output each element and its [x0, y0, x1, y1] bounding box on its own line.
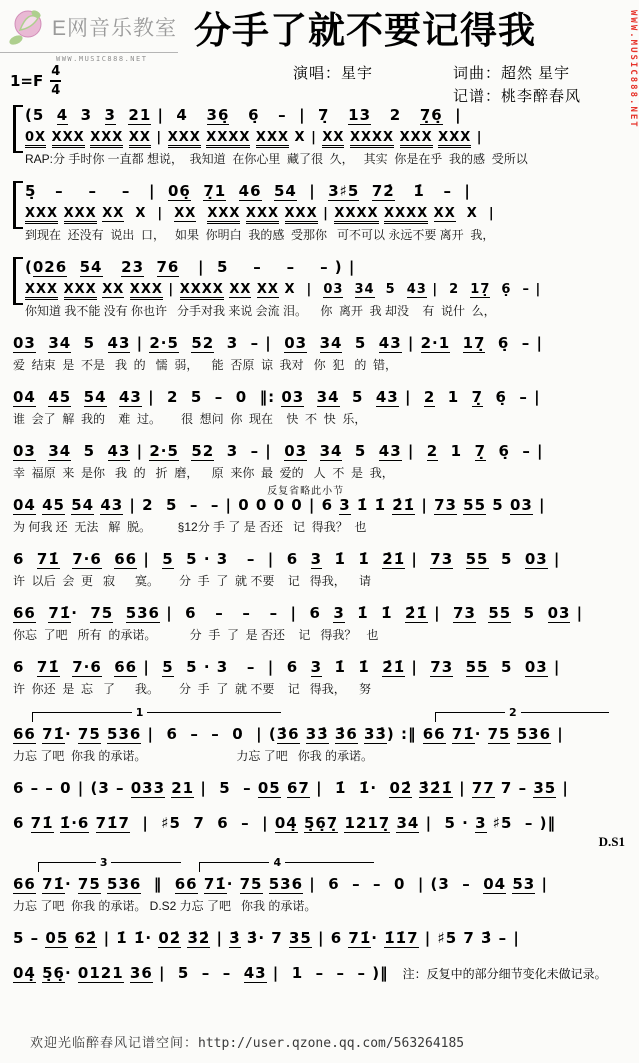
repeat-annotation: 反复省略此小节 [267, 486, 345, 497]
notes-row: 03 34 5 43 | 2·5 52 3 – | 03 34 5 43 | 2·1 17̣ 6̣ – | [13, 334, 544, 352]
flower-logo-icon [6, 6, 48, 48]
rhythm-row: XXX XXX XX XXX | XXXX XX XX X | 03 34 5 43 | 2 17̣ 6̣ – | [25, 280, 633, 300]
time-bottom: 4 [51, 82, 61, 98]
score-line [13, 927, 633, 949]
score-line [13, 777, 633, 799]
logo [6, 6, 177, 48]
ds1-label: D.S1 [598, 834, 625, 849]
lyrics-row: 到现在 还没有 说出 口， 如果 你明白 我的感 受那你 可不可以 永远不要 离开 我， [25, 228, 495, 242]
notes-row: 66 71̇· 75 536 | 6 – – – | 6 3 1̇ 1̇ 2̇1̇ | 73 55 5 03 | [13, 604, 584, 622]
volta-number: 2 [505, 706, 521, 719]
score-remark: 注：反复中的部分细节变化未做记录。 [402, 967, 607, 981]
score-line [13, 602, 633, 643]
notes-row: 66 71̇· 75 536 | 6 – – 0 | (3̇6 33̇ 3̇6 33̇) :‖ 66 71̇· 75 536 | [13, 725, 564, 743]
score-line [13, 656, 633, 697]
notes-row: 6 – – 0 | (3 – 033 21 | 5 – 05 67 | 1̇ 1̇· 02̇ 3̇2̇1̇ | 77 7 – 35 | [13, 779, 569, 797]
page-title: 分手了就不要记得我 [194, 11, 536, 52]
notes-row: 5̣ – – – | 06̣ 7̣1 46 54 | 3♯5 72̇ 1̇ – | [25, 182, 471, 200]
score-line [13, 706, 633, 764]
score-line [13, 332, 633, 373]
score-line [13, 104, 633, 167]
notes-row: (026 54 23 76 | 5 – – – ) | [25, 258, 356, 276]
volta-bracket [32, 706, 281, 722]
logo-site-url: WWW.MUSIC888.NET [56, 55, 148, 63]
volta-number: 1 [132, 706, 148, 719]
credit-notation: 记谱：桃李醉春风 [453, 88, 582, 105]
logo-divider [0, 52, 178, 53]
rhythm-row: 0X XXX XXX XX | XXX XXXX XXX X | XX XXXX XXX XXX | [25, 128, 633, 148]
lyrics-row: 力忘 了吧 你我 的承诺。 D.S2 力忘 了吧 你我 的承诺。 [13, 899, 317, 913]
credit-composer: 词曲：超然 星宇 [453, 65, 571, 82]
lyrics-row: 许 你还 是 忘 了 我。 分 手 了 就 不要 记 得我， 努 [13, 682, 372, 696]
lyrics-row: 许 以后 会 更 寂 寞。 分 手 了 就 不要 记 得我， 请 [13, 574, 372, 588]
time-signature [50, 64, 61, 98]
footer-url[interactable]: http://user.qzone.qq.com/563264185 [198, 1036, 465, 1051]
lyrics-row: 爱 结束 是 不是 我 的 懦 弱， 能 否原 谅 我对 你 犯 的 错， [13, 358, 398, 372]
notes-row: 5 – 05 62̇ | 1̇ 1̇· 02̇ 3̇2̇ | 3̇ 3̇· 7 35 | 6 71̇· 1̇1̇7 | ♯5 7 3̇ – | [13, 929, 520, 947]
volta-row [13, 706, 633, 722]
score [0, 104, 639, 997]
lyrics-row: RAP:分 手时你 一直都 想说， 我知道 在你心里 藏了很 久， 其实 你是在乎 我的感 受所以 [25, 152, 528, 166]
system-brace [13, 105, 23, 153]
volta-number: 3 [96, 856, 112, 869]
system-brace [13, 181, 23, 229]
credit-singer: 演唱：星宇 [293, 65, 374, 82]
volta-bracket [38, 856, 182, 872]
volta-bracket [435, 706, 610, 722]
lyrics-row: 你知道 我不能 没有 你也许 分手对我 来说 会流 泪。 你 离开 我 却没 有 说什 么， [25, 304, 496, 318]
time-top: 4 [51, 64, 61, 79]
lyrics-row: 幸 福原 来 是你 我 的 折 磨， 原 来你 最 爱的 人 不 是 我， [13, 466, 394, 480]
logo-text: E网音乐教室 [52, 17, 178, 40]
footer-text: 欢迎光临醉春风记谱空间： [30, 1035, 199, 1050]
score-line [13, 440, 633, 481]
notes-row: 03 34 5 43 | 2·5 52 3 – | 03 34 5 43 | 2 1 7̣ 6̣ – | [13, 442, 544, 460]
score-line [13, 180, 633, 243]
score-line [13, 962, 633, 984]
notes-row: 04 45 54 43 | 2 5 – 0 ‖: 03 34 5 43 | 2 1 7̣ 6̣ – | [13, 388, 541, 406]
score-line [13, 256, 633, 319]
volta-number: 4 [269, 856, 285, 869]
lyrics-row: 力忘 了吧 你我 的承诺。 力忘 了吧 你我 的承诺。 [13, 749, 374, 763]
system-brace [13, 257, 23, 305]
key-signature [10, 64, 61, 98]
score-line [13, 486, 633, 535]
lyrics-row: 你忘 了吧 所有 的承诺。 分 手 了 是 否还 记 得我？ 也 [13, 628, 379, 642]
rhythm-row: XXX XXX XX X | XX XXX XXX XXX | XXXX XXXX XX X | [25, 204, 633, 224]
vertical-watermark: WWW.MUSIC888.NET [628, 10, 638, 129]
key-value: 1=F [10, 71, 44, 90]
time-divider [50, 80, 61, 82]
notes-row: 6 71̇ 7·6 66 | 5 5 · 3 – | 6 3 1̇ 1̇ 2̇1̇ | 73 55 5 03 | [13, 658, 561, 676]
header [0, 0, 639, 104]
score-line [13, 812, 633, 849]
volta-bracket [199, 856, 374, 872]
notes-row: 66 71̇· 75 536 ‖ 66 71̇· 75 536 | 6 – – 0 | (3 – 04 53 | [13, 875, 548, 893]
score-line [13, 386, 633, 427]
notes-row: (5 4 3 3 21 | 4 36̣ 6̣ – | 7̣ 13 2 7̣6̣ | [25, 106, 462, 124]
footer [30, 1032, 464, 1051]
notes-row: 6 71̇ 7·6 66 | 5 5 · 3 – | 6 3 1̇ 1̇ 2̇1̇ | 73 55 5 03 | [13, 550, 561, 568]
lyrics-row: 为 何我 还 无法 解 脱。 §12分 手 了 是 否还 记 得我？ 也 [13, 520, 367, 534]
volta-row [13, 856, 633, 872]
score-line [13, 548, 633, 589]
lyrics-row: 谁 会了 解 我的 难 过。 很 想问 你 现在 快 不 快 乐， [13, 412, 367, 426]
notes-row: 04 45 54 43 | 2 5 – – | 0 0 0 0 | 6 3 1̇ 1̇ 2̇1̇ | 73 55 5 03 | [13, 496, 546, 514]
notes-row: 6 71̇ 1̇·6 71̇7 | ♯5 7 6 – | 04̣ 5̣6̣7̣ 1217̣ 34 | 5 · 3 ♯5 – )‖ [13, 814, 556, 832]
score-line [13, 856, 633, 914]
notes-row: 04̣ 5̣6̣· 0121 36 | 5 – – 43 | 1 – – – )‖ 注：反复中的部分细节变化未做记录。 [13, 964, 607, 982]
